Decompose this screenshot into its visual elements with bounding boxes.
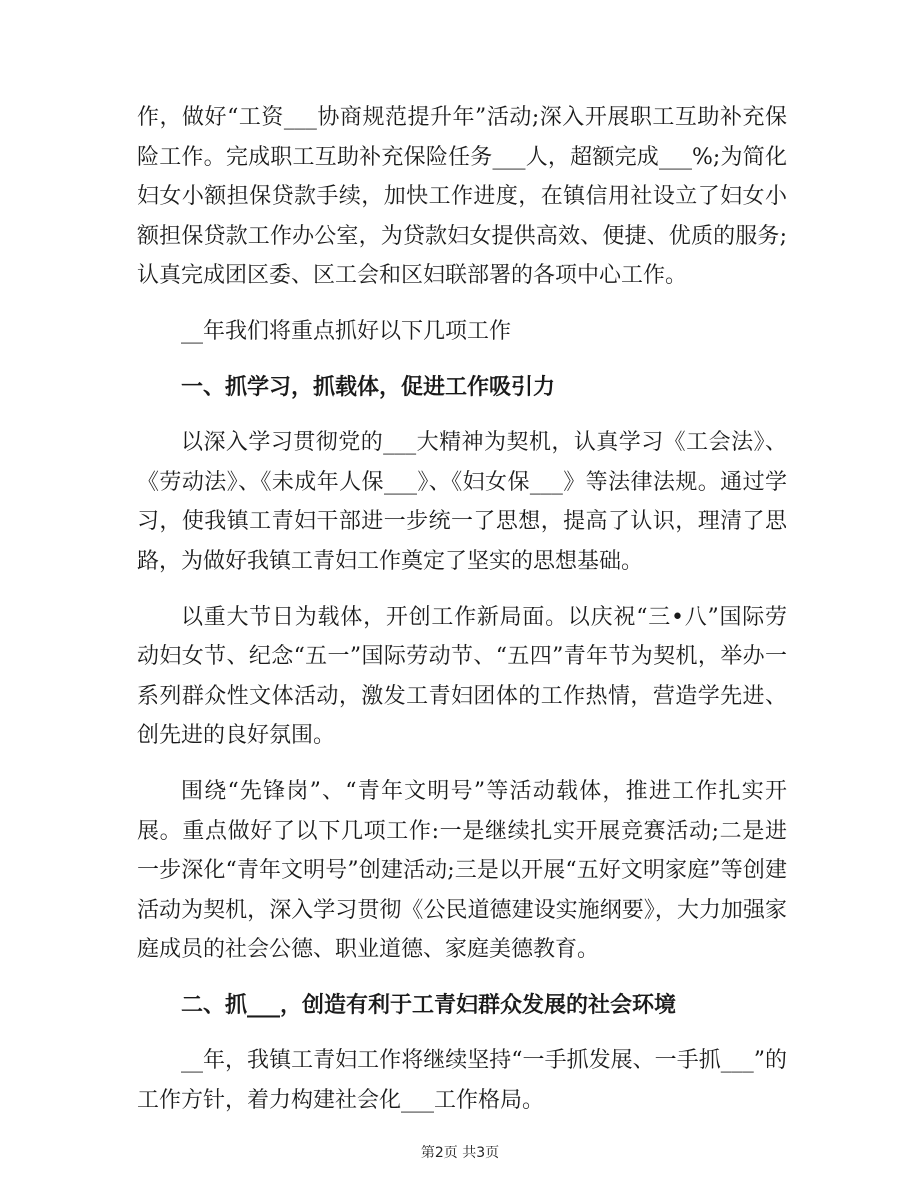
paragraph-activities: 围绕“先锋岗”、“青年文明号”等活动载体，推进工作扎实开展。重点做好了以下几项工作:一是继续扎实开展竞赛活动;二是进一步深化“青年文明号”创建活动;三是以开展“五好文明家庭”等创建活动为契机，深入学习贯彻《公民道德建设实施纲要》，大力加强家庭成员的社会公德、职业道德、家庭美德教育。 bbox=[137, 778, 787, 963]
paragraph-intro: __年我们将重点抓好以下几项工作 bbox=[181, 318, 512, 344]
document-body bbox=[137, 98, 787, 1121]
paragraph-study: 以深入学习贯彻党的___大精神为契机，认真学习《工会法》、《劳动法》、《未成年人保___》、《妇女保___》等法律法规。通过学习，使我镇工青妇干部进一步统一了思想，提高了认识，理清了思路，为做好我镇工青妇工作奠定了坚实的思想基础。 bbox=[137, 430, 787, 574]
paragraph-continuation: 作，做好“工资___协商规范提升年”活动;深入开展职工互助补充保险工作。完成职工互助补充保险任务___人，超额完成___%;为简化妇女小额担保贷款手续，加快工作进度，在镇信用社设立了妇女小额担保贷款工作办公室，为贷款妇女提供高效、便捷、优质的服务;认真完成团区委、区工会和区妇联部署的各项中心工作。 bbox=[137, 105, 787, 289]
paragraph-policy: __年，我镇工青妇工作将继续坚持“一手抓发展、一手抓___”的工作方针，着力构建社会化___工作格局。 bbox=[137, 1048, 787, 1114]
paragraph-festivals: 以重大节日为载体，开创工作新局面。以庆祝“三•八”国际劳动妇女节、纪念“五一”国际劳动节、“五四”青年节为契机，举办一系列群众性文体活动，激发工青妇团体的工作热情，营造学先进、创先进的良好氛围。 bbox=[137, 604, 787, 749]
section-heading-2: 二、抓___，创造有利于工青妇群众发展的社会环境 bbox=[181, 992, 677, 1018]
section-heading-1: 一、抓学习，抓载体，促进工作吸引力 bbox=[181, 374, 556, 400]
page-number-footer: 第2页 共3页 bbox=[420, 1145, 500, 1161]
